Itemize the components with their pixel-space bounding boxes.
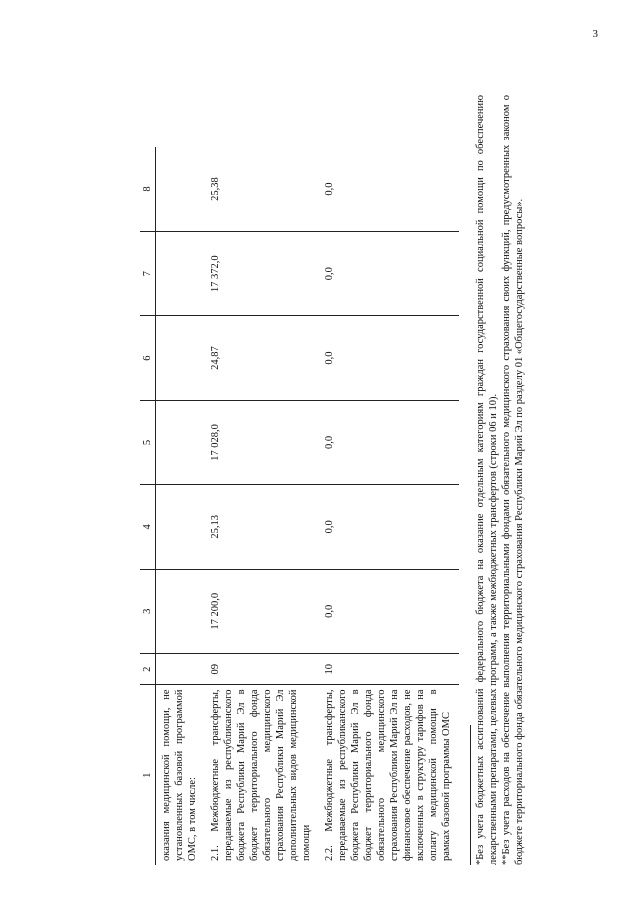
col-header-3: 3 <box>140 569 156 653</box>
cell-value: 24,87 <box>205 316 319 400</box>
table-row <box>156 147 206 865</box>
footnote-divider <box>470 725 471 865</box>
col-header-6: 6 <box>140 316 156 400</box>
row-code <box>156 653 206 685</box>
cell-value <box>156 316 206 400</box>
cell-value: 25,38 <box>205 147 319 231</box>
row-description: 2.1. Межбюджетные трансферты, передаваемые из республиканского бюджета Республики Марий Эл в бюджет территориального фонда обязательного медицинского страхования Республики Марий Эл дополнительных видов медицинской помощи <box>210 689 312 861</box>
row-code: 09 <box>205 653 319 685</box>
footnotes <box>474 95 526 865</box>
col-header-8: 8 <box>140 147 156 231</box>
cell-value: 0,0 <box>319 316 459 400</box>
row-description: 2.2. Межбюджетные трансферты, передаваемые из республиканского бюджета Республики Марий Эл в бюджет территориального фонда обязательного медицинского страхования Республики Марий Эл на финансовое обеспечение расходов, не включенных в структуру тарифов на оплату медицинской помощи в рамках базовой программы ОМС <box>324 689 452 861</box>
col-header-1: 1 <box>142 772 153 778</box>
cell-value <box>156 569 206 653</box>
financing-table <box>140 147 459 865</box>
footnote: **Без учета расходов на обеспечение выполнения территориальными фондами обязательного медицинского страхования своих функций, предусмотренных законом о бюджете территориального фонда обязательного медицинского страхования Республики Марий Эл по разделу 01 «Общегосударственные вопросы». <box>501 95 525 865</box>
page-number: 3 <box>592 28 598 40</box>
col-header-5: 5 <box>140 400 156 484</box>
cell-value: 17 200,0 <box>205 569 319 653</box>
footnote: *Без учета бюджетных ассигнований федерального бюджета на оказание отдельным категориям граждан государственной социальной помощи по обеспечению лекарственными препаратами, целевых программ, а также межбюджетных трансфертов (строки 06 и 10). <box>475 95 499 865</box>
cell-value: 0,0 <box>319 400 459 484</box>
cell-value <box>156 147 206 231</box>
cell-value: 0,0 <box>319 485 459 569</box>
row-code: 10 <box>319 653 459 685</box>
cell-value: 25,13 <box>205 485 319 569</box>
cell-value <box>156 485 206 569</box>
cell-value <box>156 400 206 484</box>
cell-value: 0,0 <box>319 231 459 315</box>
cell-value: 17 028,0 <box>205 400 319 484</box>
cell-value <box>156 231 206 315</box>
row-description: оказания медицинской помощи, не установленных базовой программой ОМС, в том числе: <box>161 689 198 861</box>
table-row <box>205 147 319 865</box>
cell-value: 17 372,0 <box>205 231 319 315</box>
column-number-row <box>140 147 156 865</box>
table-row <box>319 147 459 865</box>
col-header-2: 2 <box>140 653 156 685</box>
cell-value: 0,0 <box>319 147 459 231</box>
col-header-4: 4 <box>140 485 156 569</box>
cell-value: 0,0 <box>319 569 459 653</box>
col-header-7: 7 <box>140 231 156 315</box>
